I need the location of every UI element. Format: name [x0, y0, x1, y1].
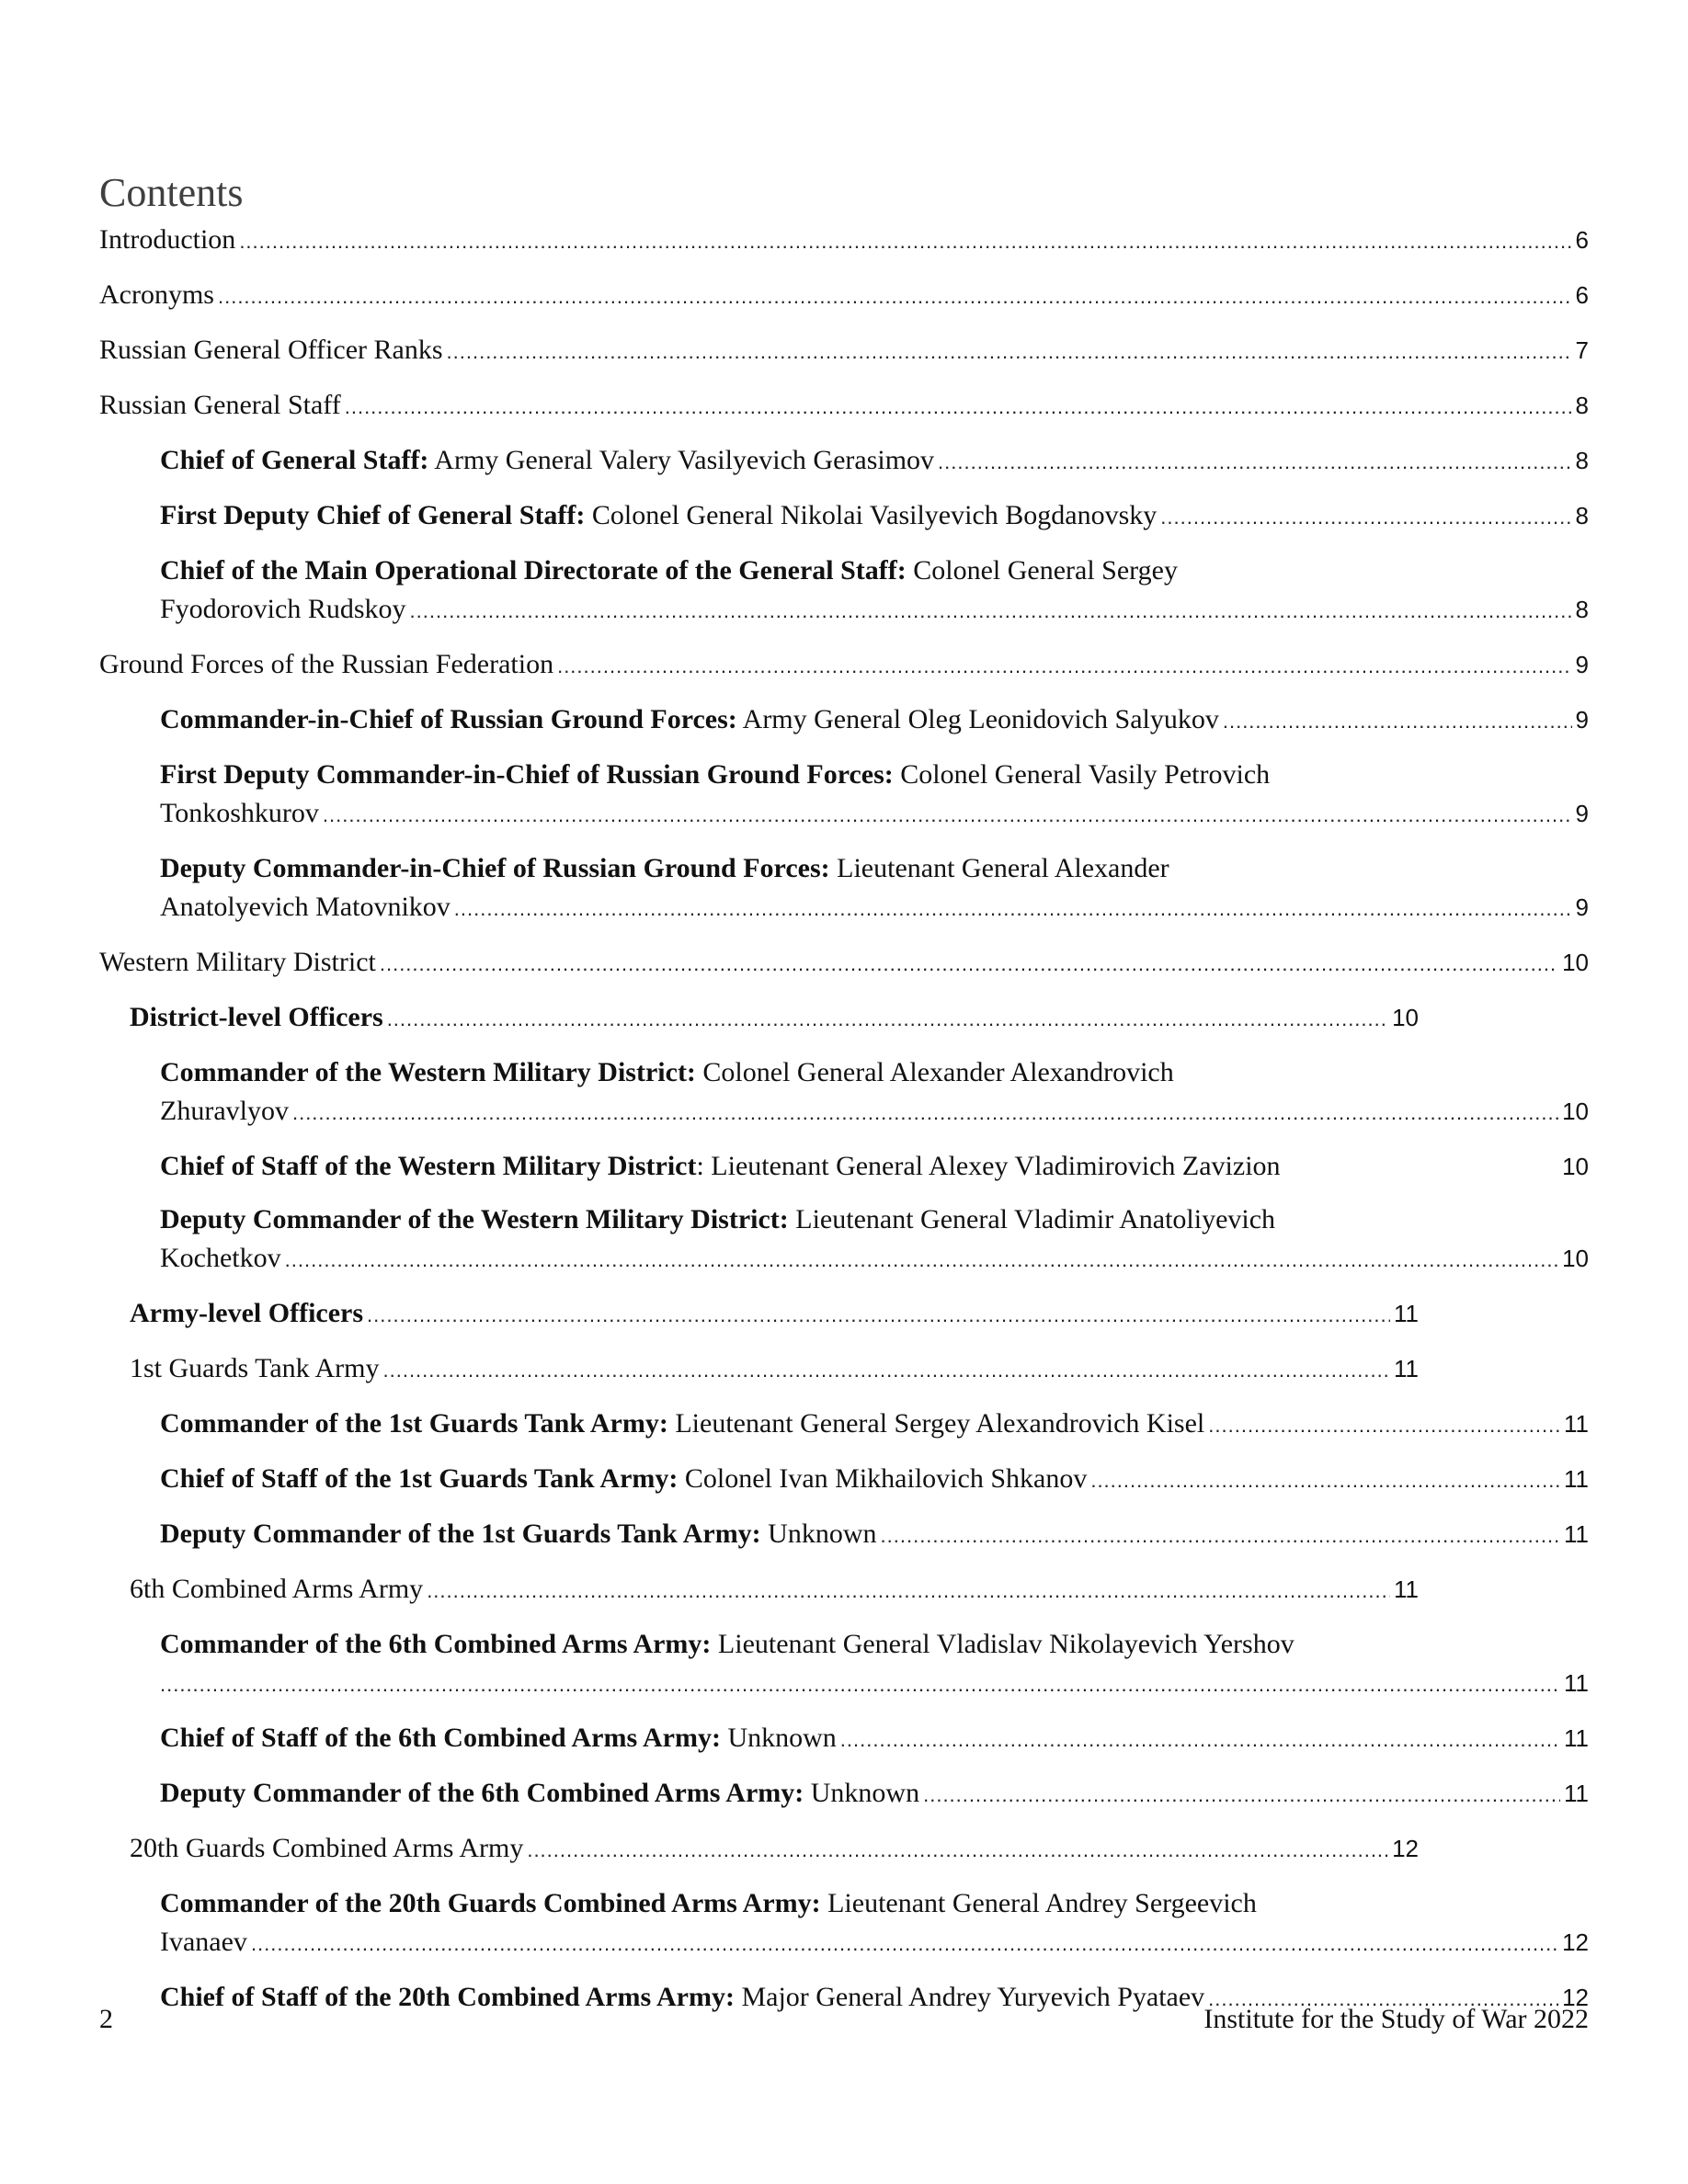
toc-page-number: 9	[1575, 706, 1589, 734]
toc-entry-continuation: Tonkoshkurov	[160, 798, 319, 828]
toc-entry[interactable]	[99, 1829, 1589, 1870]
toc-entry-person: Army General Oleg Leonidovich Salyukov	[742, 704, 1219, 734]
toc-entry[interactable]	[99, 1349, 1589, 1390]
toc-entry-title	[130, 998, 383, 1037]
dot-leader	[323, 796, 1572, 835]
toc-page-number: 11	[1394, 1355, 1419, 1382]
toc-page-number: 8	[1575, 392, 1589, 419]
toc-entry-role: Chief of Staff of the Western Military District	[160, 1151, 697, 1181]
toc-page-number: 10	[1562, 1153, 1589, 1180]
toc-entry-person: Lieutenant General Vladimir Anatoliyevich	[795, 1204, 1276, 1234]
toc-entry-continuation: Ivanaev	[160, 1927, 247, 1957]
dot-leader	[387, 1000, 1388, 1039]
toc-page-number: 10	[1392, 1004, 1419, 1031]
toc-entry-title	[160, 849, 1589, 888]
toc-entry-role: Chief of Staff of the 6th Combined Arms Army:	[160, 1723, 721, 1753]
toc-entry-continuation: Kochetkov	[160, 1243, 281, 1273]
toc-entry[interactable]	[99, 849, 1589, 928]
dot-leader	[292, 1094, 1558, 1132]
toc-page-number: 6	[1575, 226, 1589, 254]
dot-leader	[251, 1925, 1558, 1963]
toc-entry[interactable]	[99, 496, 1589, 537]
toc-entry-role: First Deputy Commander-in-Chief of Russian Ground Forces:	[160, 759, 894, 790]
toc-entry-title	[160, 1774, 919, 1813]
toc-page-number: 11	[1394, 1300, 1419, 1327]
toc-entry-person: Army General Valery Vasilyevich Gerasimov	[434, 445, 935, 475]
toc-entry-title	[160, 700, 1219, 739]
toc-entry-title	[130, 1294, 363, 1333]
toc-entry[interactable]	[99, 552, 1589, 631]
toc-entry-person: Colonel General Alexander Alexandrovich	[702, 1057, 1174, 1087]
toc-entry-person: Unknown	[727, 1723, 837, 1753]
toc-entry-person: Colonel General Sergey	[913, 555, 1178, 586]
dot-leader	[160, 1666, 1560, 1704]
dot-leader	[1090, 1462, 1560, 1500]
toc-entry-role: Commander of the Western Military District:	[160, 1057, 696, 1087]
dot-leader	[427, 1572, 1390, 1610]
dot-leader	[285, 1241, 1558, 1280]
toc-entry-title: Introduction	[99, 224, 236, 255]
dot-leader	[410, 592, 1572, 631]
toc-entry-title: Russian General Officer Ranks	[99, 335, 443, 365]
toc-entry[interactable]	[99, 1719, 1589, 1759]
toc-entry-title	[160, 1978, 1204, 2017]
toc-entry-person: Colonel General Vasily Petrovich	[900, 759, 1271, 790]
toc-entry-role: Commander of the 1st Guards Tank Army:	[160, 1408, 668, 1439]
toc-entry[interactable]	[99, 1405, 1589, 1445]
toc-entry-title	[160, 441, 934, 480]
toc-entry-role: Deputy Commander-in-Chief of Russian Ground Forces:	[160, 853, 830, 883]
toc-entry[interactable]	[99, 221, 1589, 261]
toc-page-number: 12	[1562, 1984, 1589, 2011]
toc-page-number: 11	[1564, 1410, 1589, 1438]
dot-leader	[447, 333, 1572, 371]
toc-entry-role: First Deputy Chief of General Staff:	[160, 500, 586, 530]
toc-entry-person: Unknown	[810, 1778, 920, 1808]
toc-entry[interactable]	[99, 943, 1589, 984]
dot-leader	[557, 647, 1571, 686]
toc-entry-person: Lieutenant General Sergey Alexandrovich Kisel	[675, 1408, 1205, 1439]
toc-page-number: 10	[1562, 1245, 1589, 1272]
dot-leader	[938, 443, 1571, 482]
toc-entry-role: Deputy Commander of the 1st Guards Tank Army:	[160, 1519, 761, 1549]
toc-page-number: 9	[1575, 651, 1589, 678]
toc-entry-role: Chief of the Main Operational Directorate of the General Staff:	[160, 555, 907, 586]
toc-entry[interactable]	[99, 756, 1589, 835]
dot-leader	[367, 1296, 1390, 1335]
toc-page-number: 6	[1575, 281, 1589, 309]
dot-leader	[345, 388, 1572, 427]
toc-page-number: 10	[1562, 949, 1589, 976]
toc-page-number: 12	[1392, 1835, 1419, 1862]
page-title: Contents	[99, 170, 244, 215]
toc-entry-role: Commander of the 20th Guards Combined Arms Army:	[160, 1888, 821, 1918]
dot-leader	[881, 1517, 1560, 1555]
toc-entry-person: Lieutenant General Alexander	[837, 853, 1169, 883]
toc-entry-title: Acronyms	[99, 279, 214, 310]
toc-entry-title	[160, 1053, 1589, 1092]
toc-page-number: 10	[1562, 1098, 1589, 1125]
footer-publisher: Institute for the Study of War 2022	[1203, 2004, 1589, 2034]
toc-entry[interactable]	[99, 386, 1589, 427]
dot-leader	[454, 890, 1572, 928]
toc-entry-title	[160, 1515, 877, 1553]
toc-entry-person: Colonel General Nikolai Vasilyevich Bogdanovsky	[591, 500, 1158, 530]
dot-leader	[1223, 702, 1572, 741]
toc-entry-person: Major General Andrey Yuryevich Pyataev	[741, 1982, 1205, 2012]
toc-entry-continuation: Zhuravlyov	[160, 1096, 289, 1126]
toc-entry-person: Colonel Ivan Mikhailovich Shkanov	[684, 1463, 1088, 1494]
toc-entry-person: : Lieutenant General Alexey Vladimirovich Zavizion	[696, 1151, 1281, 1181]
toc-entry[interactable]	[99, 331, 1589, 371]
toc-entry-title	[160, 1147, 1281, 1186]
toc-entry-section: District-level Officers	[130, 1002, 383, 1032]
toc-entry[interactable]	[99, 1147, 1589, 1186]
dot-leader	[923, 1776, 1560, 1814]
table-of-contents	[99, 221, 1589, 2033]
toc-entry-section: Army-level Officers	[130, 1298, 364, 1328]
toc-entry-title: Western Military District	[99, 947, 376, 977]
footer-page-number: 2	[99, 2004, 113, 2034]
toc-entry-title	[160, 552, 1589, 590]
toc-entry-title: 20th Guards Combined Arms Army	[130, 1833, 524, 1863]
dot-leader	[218, 278, 1572, 316]
toc-entry-title	[160, 1719, 837, 1757]
toc-entry[interactable]	[99, 1200, 1589, 1280]
toc-entry[interactable]	[99, 700, 1589, 741]
toc-entry[interactable]	[99, 1053, 1589, 1132]
dot-leader	[380, 945, 1558, 984]
toc-entry-person: Unknown	[768, 1519, 877, 1549]
dot-leader	[239, 222, 1571, 261]
dot-leader	[840, 1721, 1560, 1759]
toc-page-number: 9	[1575, 800, 1589, 827]
toc-entry-title: Ground Forces of the Russian Federation	[99, 649, 554, 679]
toc-page-number: 12	[1562, 1928, 1589, 1956]
toc-entry-title: 1st Guards Tank Army	[130, 1353, 380, 1383]
dot-leader	[383, 1351, 1391, 1390]
toc-page-number: 11	[1564, 1780, 1589, 1807]
toc-entry-title	[160, 756, 1589, 794]
toc-entry-role: Commander-in-Chief of Russian Ground Forces:	[160, 704, 737, 734]
toc-page-number: 11	[1564, 1465, 1589, 1493]
toc-entry[interactable]	[99, 276, 1589, 316]
toc-page-number: 11	[1564, 1669, 1589, 1697]
toc-entry[interactable]	[99, 998, 1589, 1039]
toc-entry[interactable]	[99, 441, 1589, 482]
toc-entry[interactable]	[99, 1294, 1589, 1335]
toc-page-number: 8	[1575, 596, 1589, 623]
dot-leader	[1208, 1406, 1560, 1445]
toc-entry[interactable]	[99, 1515, 1589, 1555]
toc-entry-title	[160, 496, 1157, 535]
toc-entry-person: Lieutenant General Andrey Sergeevich	[827, 1888, 1257, 1918]
toc-entry-title	[160, 1884, 1589, 1923]
toc-entry-role: Chief of Staff of the 1st Guards Tank Army:	[160, 1463, 679, 1494]
toc-entry[interactable]	[99, 1460, 1589, 1500]
toc-entry[interactable]	[99, 1774, 1589, 1814]
toc-entry-title	[160, 1625, 1589, 1664]
toc-entry-role: Commander of the 6th Combined Arms Army:	[160, 1629, 712, 1659]
toc-entry-title	[160, 1405, 1204, 1443]
toc-entry-continuation: Anatolyevich Matovnikov	[160, 892, 451, 922]
dot-leader	[527, 1831, 1388, 1870]
dot-leader	[1160, 498, 1571, 537]
toc-page-number: 9	[1575, 893, 1589, 921]
toc-page-number: 7	[1575, 336, 1589, 364]
toc-entry-role: Deputy Commander of the 6th Combined Arms Army:	[160, 1778, 804, 1808]
toc-page-number: 8	[1575, 502, 1589, 529]
toc-entry-role: Chief of Staff of the 20th Combined Arms Army:	[160, 1982, 735, 2012]
toc-entry-role: Chief of General Staff:	[160, 445, 429, 475]
toc-entry-title: Russian General Staff	[99, 390, 341, 420]
toc-entry[interactable]	[99, 645, 1589, 686]
toc-entry-title: 6th Combined Arms Army	[130, 1574, 424, 1604]
toc-page-number: 11	[1564, 1520, 1589, 1548]
toc-page-number: 8	[1575, 447, 1589, 474]
toc-entry[interactable]	[99, 1625, 1589, 1704]
toc-page-number: 11	[1394, 1575, 1419, 1603]
toc-entry[interactable]	[99, 1884, 1589, 1963]
toc-entry[interactable]	[99, 1570, 1589, 1610]
toc-entry-role: Deputy Commander of the Western Military District:	[160, 1204, 789, 1234]
toc-entry-title	[160, 1200, 1589, 1239]
toc-entry-person: Lieutenant General Vladislav Nikolayevich Yershov	[717, 1629, 1295, 1659]
toc-entry-continuation: Fyodorovich Rudskoy	[160, 594, 406, 624]
toc-page-number: 11	[1564, 1724, 1589, 1752]
toc-entry-title	[160, 1460, 1087, 1498]
